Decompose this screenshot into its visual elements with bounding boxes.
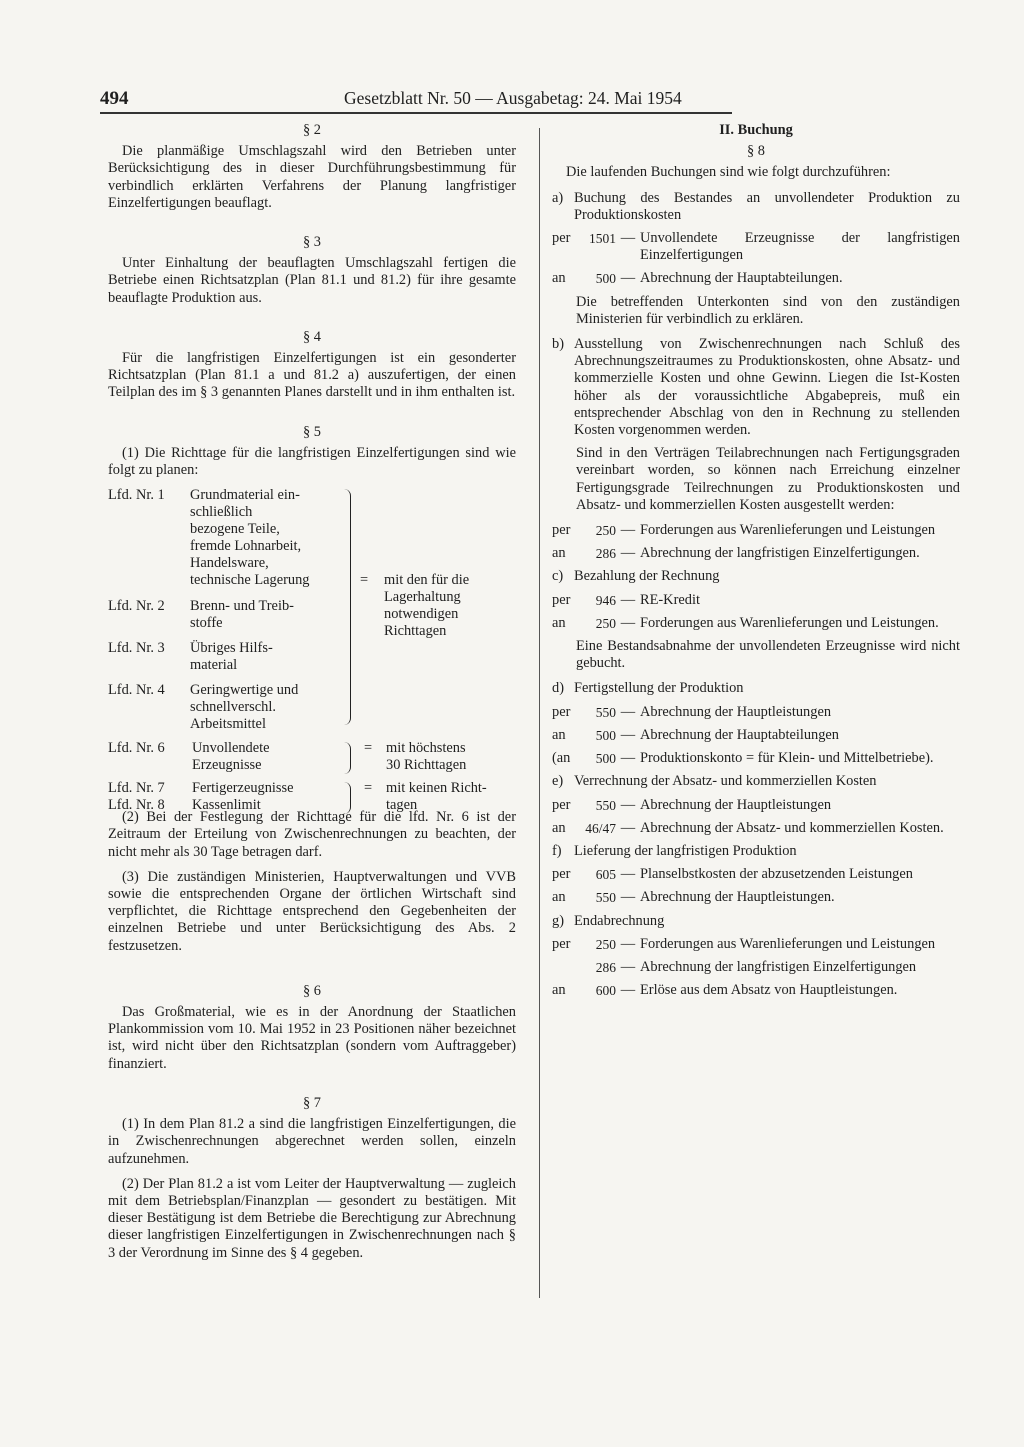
- part-title: II. Buchung: [719, 122, 793, 138]
- account-number: 500: [595, 751, 616, 767]
- booking-prefix: per: [552, 591, 571, 608]
- booking-prefix: an: [552, 545, 566, 562]
- list-item: [552, 680, 960, 697]
- item-label: a): [552, 189, 564, 206]
- row-number: Lfd. Nr. 7: [108, 780, 165, 797]
- section-heading: § 8: [747, 143, 765, 160]
- dash: —: [620, 935, 636, 952]
- dash: —: [620, 545, 636, 562]
- section-heading: § 3: [303, 234, 321, 251]
- booking-prefix: per: [552, 522, 571, 539]
- booking-line: [552, 545, 960, 562]
- booking-prefix: per: [552, 703, 571, 720]
- booking-line: [552, 866, 960, 883]
- item-text: Buchung des Bestandes an unvollendeter Produktion zu Produktionskosten: [574, 189, 960, 223]
- list-item: [552, 773, 960, 790]
- booking-line: [552, 889, 960, 906]
- booking-text: Produktionskonto = für Klein- und Mittelbetriebe).: [640, 750, 934, 767]
- booking-text: Erlöse aus dem Absatz von Hauptleistungen.: [640, 982, 898, 999]
- booking-line: [552, 615, 960, 632]
- item-text: Lieferung der langfristigen Produktion: [574, 842, 797, 859]
- paragraph: (3) Die zuständigen Ministerien, Hauptverwaltungen und VVB sowie die entsprechenden Organe der örtlichen Wirtschaft sind verpflichtet, die Richttage entsprechend den Gegebenheiten der einzelnen Betriebe und unter Berücksichtigung des Abs. 2 festzusetzen.: [108, 868, 516, 954]
- dash: —: [620, 958, 636, 975]
- item-label: b): [552, 336, 564, 353]
- group-text: tagen: [386, 797, 418, 814]
- page-number: 494: [100, 88, 129, 109]
- row-text: Geringwertige und: [190, 682, 299, 699]
- booking-prefix: per: [552, 230, 571, 247]
- group-text: mit höchstens: [386, 740, 466, 757]
- dash: —: [620, 591, 636, 608]
- account-number: 605: [595, 867, 616, 883]
- row-text: Übriges Hilfs-: [190, 640, 273, 657]
- item-label: f): [552, 842, 562, 859]
- booking-prefix: an: [552, 819, 566, 836]
- paragraph: Das Großmaterial, wie es in der Anordnung der Staatlichen Plankommission vom 10. Mai 1952 in 23 Positionen näher bezeichnet ist, wird nicht über den Richtsatzplan (sondern vom Auftraggeber) finanziert.: [108, 1004, 516, 1072]
- account-number: 550: [595, 704, 616, 720]
- dash: —: [620, 796, 636, 813]
- booking-text: Unvollendete Erzeugnisse der langfristigen Einzelfertigungen: [640, 230, 960, 264]
- booking-prefix: [552, 959, 576, 976]
- row-number: Lfd. Nr. 2: [108, 598, 165, 615]
- booking-text: Abrechnung der langfristigen Einzelfertigungen: [640, 958, 917, 975]
- section-heading: § 5: [303, 423, 321, 440]
- item-text: Bezahlung der Rechnung: [574, 568, 720, 585]
- section-heading: § 2: [303, 122, 321, 138]
- booking-text: Abrechnung der Absatz- und kommerziellen Kosten.: [640, 819, 944, 836]
- row-text: Erzeugnisse: [192, 757, 262, 774]
- row-text: Kassenlimit: [192, 797, 261, 814]
- account-number: 550: [595, 797, 616, 813]
- dash: —: [620, 982, 636, 999]
- left-column: [108, 122, 516, 1270]
- row-text: Handelsware,: [190, 555, 269, 572]
- item-label: g): [552, 912, 564, 929]
- item-label: c): [552, 568, 564, 585]
- booking-text: Planselbstkosten der abzusetzenden Leistungen: [640, 866, 913, 883]
- account-number: 1501: [589, 231, 616, 247]
- paragraph: Die planmäßige Umschlagszahl wird den Betrieben unter Berücksichtigung des in dieser Durchführungsbestimmung für verbindlich erklärten Verfahrens der Planung langfristiger Einzelfertigungen beauflagt.: [108, 143, 516, 211]
- paragraph: (2) Der Plan 81.2 a ist vom Leiter der Hauptverwaltung — zugleich mit dem Betriebsplan/Finanzplan — gesondert zu bestätigen. Mit dieser Bestätigung ist dem Betriebe die Berechtigung zur Abrechnung dieser langfristigen Einzelfertigungen in Zwischenrechnungen nach § 3 der Verordnung im Sinne des § 4 gegeben.: [108, 1175, 516, 1261]
- item-text: Verrechnung der Absatz- und kommerziellen Kosten: [574, 773, 877, 790]
- group-text: mit keinen Richt-: [386, 780, 487, 797]
- brace: [344, 742, 351, 774]
- row-number: Lfd. Nr. 1: [108, 487, 165, 504]
- row-text: technische Lagerung: [190, 572, 310, 589]
- richttage-table: [108, 487, 516, 814]
- row-text: bezogene Teile,: [190, 521, 280, 538]
- group-text: 30 Richttagen: [386, 757, 467, 774]
- note: Sind in den Verträgen Teilabrechnungen nach Fertigungsgraden vereinbart worden, so können nach Erreichung einzelner Fertigungsgrade Teilrechnungen zu Produktionskosten und Absatz- und kommerziellen Kosten ausgestellt werden:: [576, 445, 960, 513]
- booking-prefix: an: [552, 270, 566, 287]
- booking-prefix: an: [552, 726, 566, 743]
- paragraph: Die laufenden Buchungen sind wie folgt durchzuführen:: [566, 164, 891, 181]
- dash: —: [620, 819, 636, 836]
- booking-text: Abrechnung der Hauptleistungen: [640, 796, 832, 813]
- item-label: e): [552, 773, 564, 790]
- booking-line: [552, 820, 960, 837]
- list-item: [552, 843, 960, 860]
- account-number: 250: [595, 615, 616, 631]
- row-text: stoffe: [190, 615, 223, 632]
- booking-text: Abrechnung der langfristigen Einzelfertigungen.: [640, 545, 920, 562]
- booking-line: [552, 270, 960, 287]
- row-text: Arbeitsmittel: [190, 716, 266, 733]
- right-column: [552, 122, 960, 1005]
- group-text: notwendigen: [384, 606, 459, 623]
- row-text: schnellverschl.: [190, 699, 276, 716]
- item-label: d): [552, 680, 564, 697]
- booking-prefix: per: [552, 796, 571, 813]
- booking-line: [552, 592, 960, 609]
- account-number: 500: [595, 727, 616, 743]
- section-heading: § 7: [303, 1094, 321, 1111]
- equals-sign: =: [364, 740, 373, 757]
- dash: —: [620, 614, 636, 631]
- paragraph: Für die langfristigen Einzelfertigungen ist ein gesonderter Richtsatzplan (Plan 81.1 a und 81.2 a) auszufertigen, der einen Teilplan des im § 3 genannten Planes darstellt und in ihm enthalten ist.: [108, 350, 516, 401]
- account-number: 250: [595, 936, 616, 952]
- dash: —: [620, 726, 636, 743]
- row-text: schließlich: [190, 504, 253, 521]
- list-item: [552, 336, 960, 439]
- booking-text: Forderungen aus Warenlieferungen und Leistungen: [640, 935, 936, 952]
- item-text: Ausstellung von Zwischenrechnungen nach Schluß des Abrechnungszeitraumes zu Produktionskosten, ohne Absatz- und kommerzielle Kosten und ohne Gewinn. Liegen die Ist-Kosten höher als der voraussichtliche Abgabepreis, muß ein entsprechender Abschlag von den in Rechnung zu stellenden Kosten vorgenommen werden.: [574, 336, 960, 439]
- account-number: 550: [595, 890, 616, 906]
- account-number: 500: [595, 271, 616, 287]
- booking-line: [552, 727, 960, 744]
- booking-prefix: (an: [552, 750, 571, 767]
- booking-prefix: per: [552, 866, 571, 883]
- booking-text: RE-Kredit: [640, 591, 700, 608]
- booking-prefix: an: [552, 614, 566, 631]
- note: Die betreffenden Unterkonten sind von den zuständigen Ministerien für verbindlich zu erklären.: [576, 293, 960, 327]
- account-number: 286: [595, 546, 616, 562]
- row-text: Brenn- und Treib-: [190, 598, 294, 615]
- note: Eine Bestandsabnahme der unvollendeten Erzeugnisse wird nicht gebucht.: [576, 638, 960, 672]
- paragraph: (2) Bei der Festlegung der Richttage für die lfd. Nr. 6 ist der Zeitraum der Erteilung von Zwischenrechnungen zu beachten, der nicht mehr als 30 Tage betragen darf.: [108, 809, 516, 860]
- booking-line: [552, 230, 960, 264]
- brace: [344, 489, 351, 725]
- section-heading: § 6: [303, 982, 321, 999]
- booking-text: Abrechnung der Hauptleistungen: [640, 703, 832, 720]
- row-number: Lfd. Nr. 4: [108, 682, 165, 699]
- equals-sign: =: [360, 572, 369, 589]
- booking-line: [552, 982, 960, 999]
- running-title: Gesetzblatt Nr. 50 — Ausgabetag: 24. Mai 1954: [344, 88, 682, 108]
- account-number: 286: [595, 959, 616, 975]
- row-text: Fertigerzeugnisse: [192, 780, 294, 797]
- booking-line: [552, 959, 960, 976]
- column-divider: [539, 128, 540, 1298]
- row-number: Lfd. Nr. 8: [108, 797, 165, 814]
- dash: —: [620, 230, 636, 247]
- item-text: Fertigstellung der Produktion: [574, 680, 744, 697]
- account-number: 600: [595, 983, 616, 999]
- page-header: [100, 84, 732, 112]
- booking-line: [552, 936, 960, 953]
- booking-line: [552, 522, 960, 539]
- group-text: Richttagen: [384, 623, 447, 640]
- booking-line: [552, 797, 960, 814]
- paragraph: (1) In dem Plan 81.2 a sind die langfristigen Einzelfertigungen, die in Zwischenrechnungen abgerechnet werden sollen, einzeln aufzunehmen.: [108, 1116, 516, 1167]
- paragraph: Unter Einhaltung der beauflagten Umschlagszahl fertigen die Betriebe einen Richtsatzplan (Plan 81.1 und 81.2) für ihre gesamte beauflagte Produktion aus.: [108, 255, 516, 306]
- section-heading: § 4: [303, 328, 321, 345]
- list-item: [552, 913, 960, 930]
- account-number: 46/47: [585, 820, 616, 836]
- list-item: [552, 568, 960, 585]
- dash: —: [620, 270, 636, 287]
- group-text: Lagerhaltung: [384, 589, 461, 606]
- booking-prefix: an: [552, 889, 566, 906]
- row-text: Unvollendete: [192, 740, 270, 757]
- brace: [344, 782, 351, 814]
- account-number: 250: [595, 523, 616, 539]
- row-number: Lfd. Nr. 3: [108, 640, 165, 657]
- dash: —: [620, 750, 636, 767]
- row-number: Lfd. Nr. 6: [108, 740, 165, 757]
- booking-text: Forderungen aus Warenlieferungen und Leistungen: [640, 522, 936, 539]
- account-number: 946: [595, 592, 616, 608]
- booking-text: Forderungen aus Warenlieferungen und Leistungen.: [640, 614, 939, 631]
- dash: —: [620, 703, 636, 720]
- row-text: material: [190, 657, 238, 674]
- paragraph: (1) Die Richttage für die langfristigen Einzelfertigungen sind wie folgt zu planen:: [108, 444, 516, 479]
- booking-text: Abrechnung der Hauptabteilungen: [640, 726, 840, 743]
- booking-line: [552, 704, 960, 721]
- group-text: mit den für die: [384, 572, 470, 589]
- booking-text: Abrechnung der Hauptabteilungen.: [640, 270, 843, 287]
- booking-line: [552, 750, 960, 767]
- booking-prefix: an: [552, 982, 566, 999]
- booking-prefix: per: [552, 935, 571, 952]
- booking-text: Abrechnung der Hauptleistungen.: [640, 889, 835, 906]
- row-text: Grundmaterial ein-: [190, 487, 300, 504]
- dash: —: [620, 866, 636, 883]
- dash: —: [620, 889, 636, 906]
- list-item: [552, 190, 960, 224]
- dash: —: [620, 522, 636, 539]
- header-rule: [100, 112, 732, 114]
- equals-sign: =: [364, 780, 373, 797]
- item-text: Endabrechnung: [574, 912, 665, 929]
- row-text: fremde Lohnarbeit,: [190, 538, 302, 555]
